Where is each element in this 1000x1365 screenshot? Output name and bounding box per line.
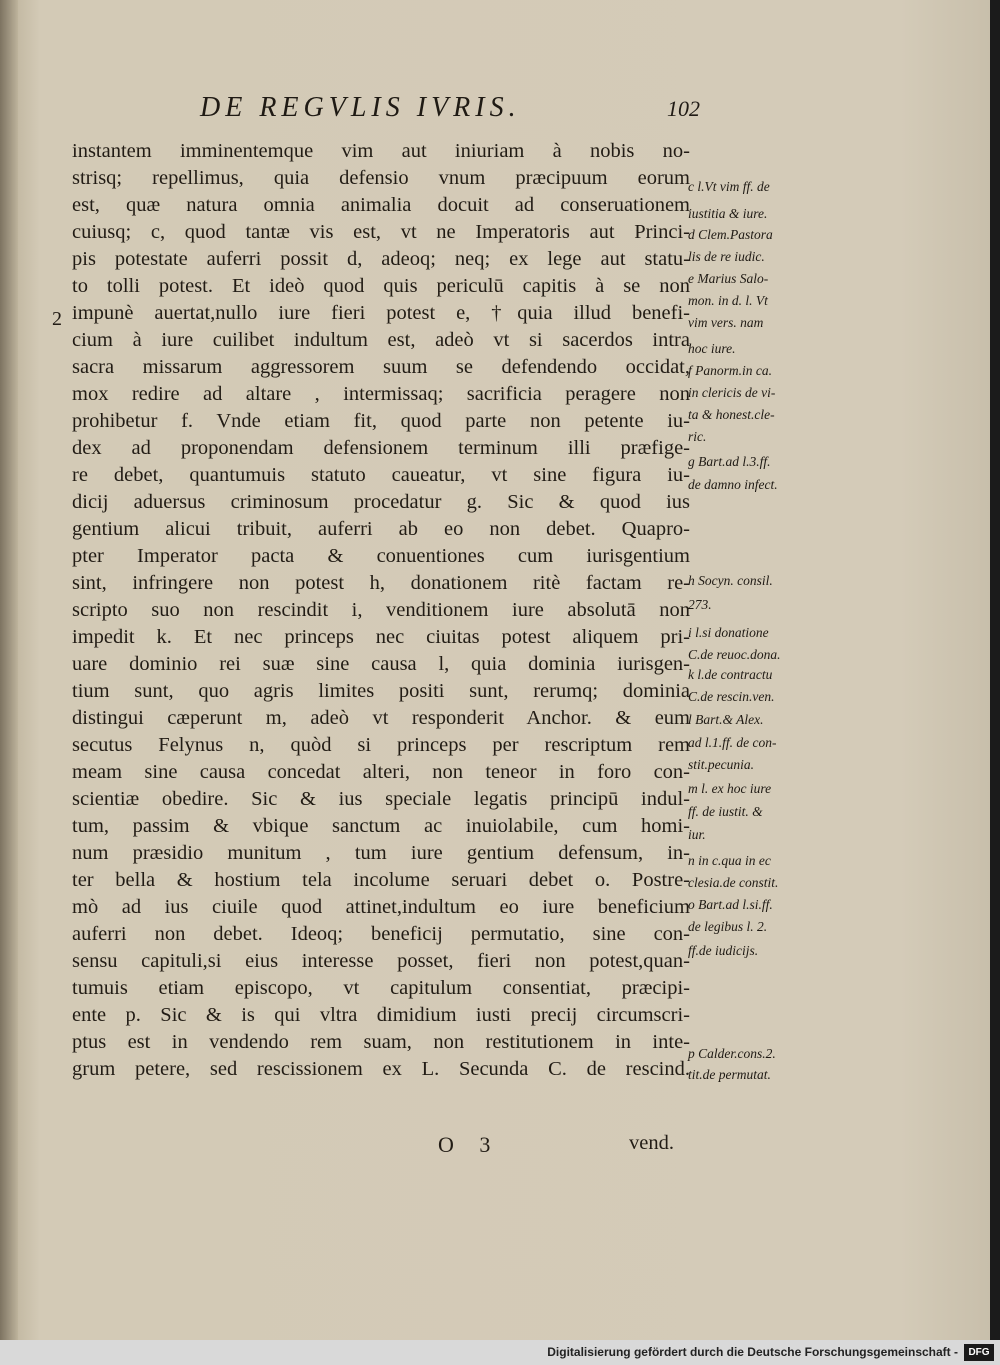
catchword: vend. [629,1132,674,1154]
funding-bar [0,1340,1000,1365]
marginal-note-line: l Bart.& Alex. [688,712,764,727]
text-line: re debet, quantumuis statuto caueatur, vt sine figura iu- [72,464,690,486]
marginal-note-line: stit.pecunia. [688,757,754,772]
text-line: scripto suo non rescindit i, venditionem iure absolutā non [72,599,690,621]
text-line: gentium alicui tribuit, auferri ab eo non debet. Quapro- [72,518,690,540]
marginal-note-line: f Panorm.in ca. [688,363,772,378]
dfg-logo: DFG [964,1344,994,1361]
marginal-note-line: d Clem.Pastora [688,227,773,242]
marginal-note-line: e Marius Salo- [688,271,769,286]
text-line: uare dominio rei suæ sine causa l, quia dominia iurisgen- [72,653,690,675]
marginal-note-line: m l. ex hoc iure [688,781,772,796]
text-line: prohibetur f. Vnde etiam fit, quod parte non petente iu- [72,410,690,432]
text-line: secutus Felynus n, quòd si princeps per rescriptum rem [72,734,690,756]
text-line: impedit k. Et nec princeps nec ciuitas potest aliquem pri- [72,626,690,648]
text-line: est, quæ natura omnia animalia docuit ad conseruationem [72,194,690,216]
marginal-note-line: iustitia & iure. [688,206,768,221]
text-line: meam sine causa concedat alteri, non teneor in foro con- [72,761,690,783]
marginal-note-line: h Socyn. consil. [688,573,773,588]
marginal-note-line: i l.si donatione [688,625,769,640]
text-line: pter Imperator pacta & conuentiones cum iurisgentium [72,545,690,567]
text-line: to tolli potest. Et ideò quod quis periculū capitis à se non [72,275,690,297]
running-title: DE REGVLIS IVRIS. [200,92,521,123]
text-line: mox redire ad altare , intermissaq; sacrificia peragere non [72,383,690,405]
text-line: sensu capituli,si eius interesse posset, fieri non potest,quan- [72,950,690,972]
main-text-block [72,138,690,1083]
text-line: tium sunt, quo agris limites positi sunt, rerumq; dominia [72,680,690,702]
text-line: ente p. Sic & is qui vltra dimidium iusti precij circumscri- [72,1004,690,1026]
marginal-note-line: p Calder.cons.2. [688,1046,776,1061]
marginal-note-line: n in c.qua in ec [688,853,771,868]
marginal-note-line: ad l.1.ff. de con- [688,735,777,750]
text-line: dicij aduersus criminosum procedatur g. Sic & quod ius [72,491,690,513]
marginal-note-line: ff.de iudicijs. [688,943,759,958]
marginal-note-line: de legibus l. 2. [688,919,768,934]
text-line: num præsidio munitum , tum iure gentium defensum, in- [72,842,690,864]
page-header [200,92,700,132]
text-line: ter bella & hostium tela incolume seruari debet o. Postre- [72,869,690,891]
signature-mark: O 3 [438,1132,501,1157]
text-line: sacra missarum aggressorem suum se defendendo occidat, [72,356,690,378]
text-line: impunè auertat,nullo iure fieri potest e, †quia illud benefi- [72,302,690,324]
marginal-note-line: ff. de iustit. & [688,804,763,819]
marginal-note-line: hoc iure. [688,341,736,356]
text-line: pis potestate auferri possit d, adeoq; neq; ex lege aut statu- [72,248,690,270]
marginal-note-line: g Bart.ad l.3.ff. [688,454,771,469]
text-line: grum petere, sed rescissionem ex L. Secunda C. de rescind. [72,1058,690,1080]
text-line: strisq; repellimus, quia defensio vnum præcipuum eorum [72,167,690,189]
marginal-note-line: iur. [688,827,706,842]
text-line: cium à iure cuilibet indultum est, adeò vt si sacerdos intra [72,329,690,351]
text-line: tumuis etiam episcopo, vt capitulum consentiat, præcipi- [72,977,690,999]
marginal-note-line: in clericis de vi- [688,385,776,400]
marginal-note-line: k l.de contractu [688,667,773,682]
marginal-note-line: ta & honest.cle- [688,407,775,422]
text-line: ptus est in vendendo rem suam, non restitutionem in inte- [72,1031,690,1053]
page-footer [0,1132,990,1162]
marginal-note-line: 273. [688,597,712,612]
marginal-note-line: lis de re iudic. [688,249,765,264]
text-line: mò ad ius ciuile quod attinet,indultum eo iure beneficium [72,896,690,918]
text-line: distingui cæperunt m, adeò vt responderit Anchor. & eum [72,707,690,729]
text-line: dex ad proponendam defensionem terminum illi præfige- [72,437,690,459]
text-line: scientiæ obedire. Sic & ius speciale legatis principū indul- [72,788,690,810]
marginal-note-line: tit.de permutat. [688,1067,771,1082]
marginal-note-line: o Bart.ad l.si.ff. [688,897,773,912]
text-line: auferri non debet. Ideoq; beneficij permutatio, sine con- [72,923,690,945]
marginal-note-line: ric. [688,429,707,444]
text-line: tum, passim & vbique sanctum ac inuiolabile, cum homi- [72,815,690,837]
marginal-note-line: clesia.de constit. [688,875,779,890]
text-line: instantem imminentemque vim aut iniuriam à nobis no- [72,140,690,162]
page-number: 102 [667,96,700,121]
text-line: sint, infringere non potest h, donationem ritè factam re- [72,572,690,594]
marginal-note-line: C.de rescin.ven. [688,689,775,704]
text-line: cuiusq; c, quod tantæ vis est, vt ne Imperatoris aut Princi- [72,221,690,243]
marginal-note-line: C.de reuoc.dona. [688,647,781,662]
marginal-note-line: de damno infect. [688,477,778,492]
funding-notice: Digitalisierung gefördert durch die Deutsche Forschungsgemeinschaft - [547,1345,958,1359]
marginal-note-line: mon. in d. l. Vt [688,293,768,308]
marginal-note-line: c l.Vt vim ff. de [688,179,770,194]
left-margin-number: 2 [52,308,62,330]
marginal-note-line: vim vers. nam [688,315,764,330]
